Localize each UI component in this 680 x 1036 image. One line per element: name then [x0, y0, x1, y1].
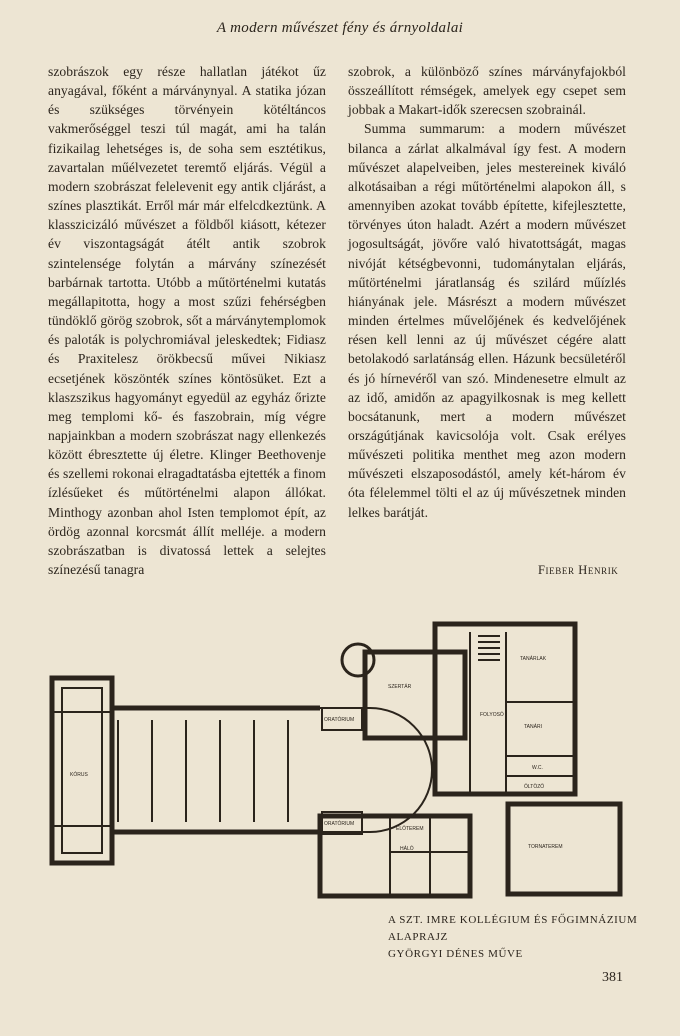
plan-label-tanarlak: TANÁRLAK — [520, 656, 547, 662]
plan-label-szertar: SZERTÁR — [388, 684, 412, 690]
plan-label-oratorium-top: ORATÓRIUM — [324, 717, 355, 723]
running-head: A modern művészet fény és árnyoldalai — [216, 20, 464, 36]
plan-label-tanari: TANÁRI — [524, 724, 542, 730]
caption-line-1: A SZT. IMRE KOLLÉGIUM ÉS FŐGIMNÁZIUM — [388, 914, 638, 926]
plan-label-halo: HÁLÓ — [400, 846, 414, 852]
right-column — [348, 62, 626, 522]
floor-plan — [40, 616, 640, 906]
right-paragraph-2: Summa summarum: a modern művészet bilanca a zárlat alkalmával így fest. A modern művészet alapelveiben, jeles mestereinek kiváló alkotásaiban a régi műtörténelmi alapokon áll, s amennyiben azokat tovább építette, kifejlesztette, törvényes úton haladt. Azért a modern művészet jogosultságát, jövőre való hivatottságát, magas nivóját kétségbevonni, tudománytalan eljárás, műtörténelmi járatlanság és szilárd műízlés hiányának jele. Másrészt a modern művészet minden értelmes művelőjének és kedvelőjének résen kell lenni az új művészet cégére alatt betolakodó sarlatánság ellen. Házunk becsületéről és jó hírnevéről van szó. Mindenesetre elmult az az idő, amidőn az apagyilkosnak is meg kellett bocsátanunk, mert a modern művészet országútjának kavicsolója volt. Csak erélyes művészeti politika menthet meg azon modern művészeti elszaposodástól, amely két-három év óta félelemmel tölti el az új művészetnek minden lelkes barátját. — [348, 121, 626, 520]
plan-label-wc: W.C. — [532, 765, 543, 771]
plan-label-oltozo: ÖLTÖZŐ — [524, 784, 545, 790]
page-number: 381 — [602, 970, 623, 985]
caption-line-2: ALAPRAJZ — [388, 931, 448, 943]
right-paragraph-1: szobrok, a különböző színes márványfajokból összeállított rémségek, amelyek egy csepet sem jobbak a Makart-idők szerecsen szobrainál. — [348, 64, 626, 118]
plan-label-folyoso: FOLYOSÓ — [480, 712, 504, 718]
left-paragraph-1: szobrászok egy része hallatlan játékot űz anyagával, főként a márványnyal. A statika józan és szükséges törvényein kötéltáncos vakmerőséggel teszi túl magát, ami ha talán fizikailag lehetséges is, de soha sem esztétikus, zavartalan műélvezetet teremtő eljárás. Végül a modern szobrászat felelevenit egy antik cljárást, a színes plasztikát. Erről már már elfelcdkeztünk. A klasszicizáló művészet a földből kiásott, kétezer év viszontagságát átélt antik szobrok szintelensége folytán a márvány színezését barbárnak tartotta. Utóbb a műtörténelmi kutatás megállapitotta, hogy a most szűzi fehérségben tündöklő görög szobrok, sőt a márványtemplomok és paloták is polychromiával jeleskedtek; Fidiasz és Praxitelesz örökbecsű művei Nikiasz ecsetjének köszönték színes köntösüket. Ezt a klaszszikus hagyományt egyedül az egyház őrizte meg templomi kő- és faszobrain, míg végre napjainkban a modern szobrászat nagy ellenkezés között ébresztette új életre. Klinger Beethovenje és szellemi rokonai elragadtatásba ejtették a finom ízlésűeket és műtörténelmi alapon állókat. Minthogy azonban ahol Isten templomot épít, az ördög azonnal korcsmát állít melléje. a modern szobrászatban is divatossá lettek a selejtes színezésű tanagra — [48, 64, 326, 578]
author-signature: Fieber Henrik — [538, 563, 619, 577]
left-column — [48, 62, 326, 579]
plan-label-oratorium-bottom: ORATÓRIUM — [324, 821, 355, 827]
plan-label-eloterem: ELŐTEREM — [396, 826, 424, 832]
plan-label-tornaterem: TORNATEREM — [528, 844, 563, 850]
caption-line-3: GYÖRGYI DÉNES MŰVE — [388, 948, 523, 960]
figure-caption — [388, 912, 658, 963]
plan-label-korus: KÓRUS — [70, 772, 88, 778]
